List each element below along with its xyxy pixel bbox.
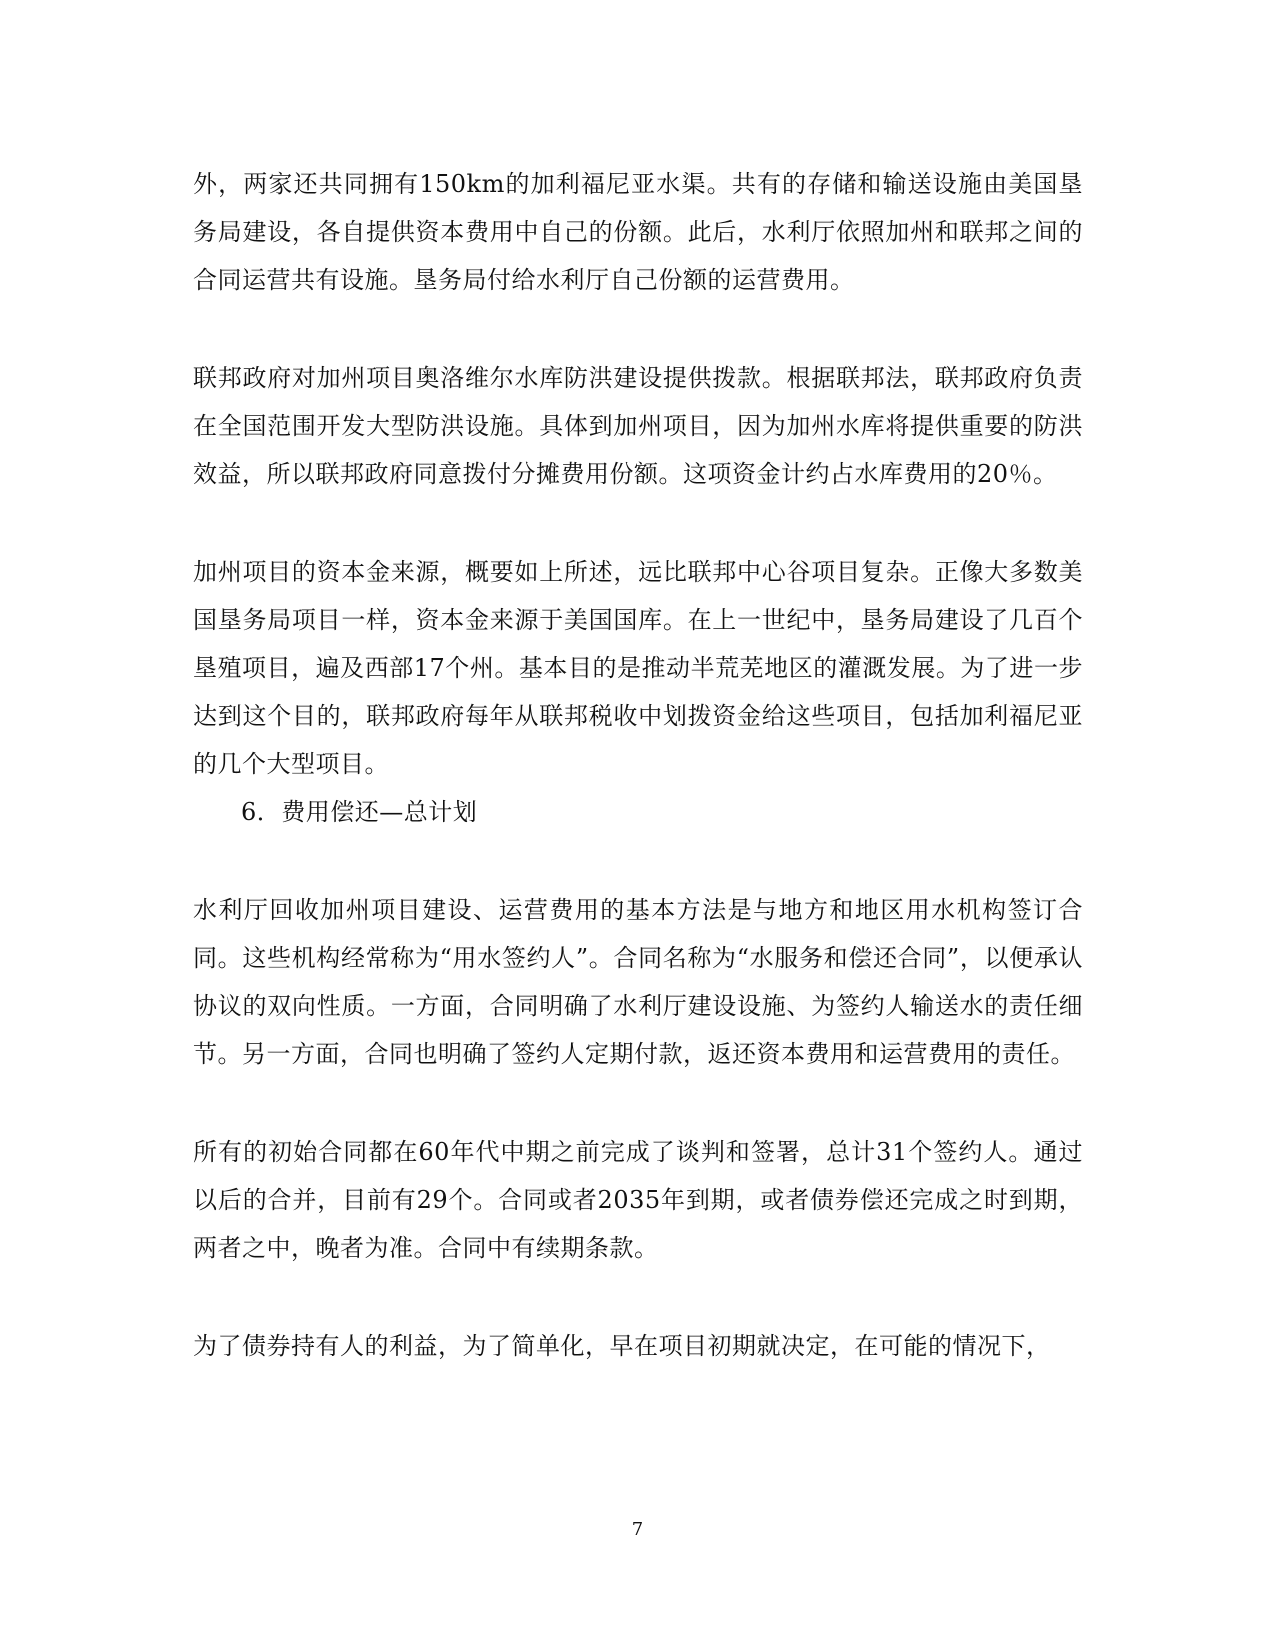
paragraph-6: 为了债券持有人的利益，为了简单化，早在项目初期就决定，在可能的情况下， (193, 1332, 1051, 1360)
paragraph-4: 水利厅回收加州项目建设、运营费用的基本方法是与地方和地区用水机构签订合同。这些机构经常称为“用水签约人”。合同名称为“水服务和偿还合同”，以便承认协议的双向性质。一方面，合同明确了水利厅建设设施、为签约人输送水的责任细节。另一方面，合同也明确了签约人定期付款，返还资本费用和运营费用的责任。 (193, 896, 1083, 1068)
page-number: 7 (631, 1519, 644, 1540)
paragraph-1: 外，两家还共同拥有150km的加利福尼亚水渠。共有的存储和输送设施由美国垦务局建设，各自提供资本费用中自己的份额。此后，水利厅依照加州和联邦之间的合同运营共有设施。垦务局付给水利厅自己份额的运营费用。 (193, 170, 1083, 294)
document-body (193, 160, 1083, 1420)
paragraph-2: 联邦政府对加州项目奥洛维尔水库防洪建设提供拨款。根据联邦法，联邦政府负责在全国范围开发大型防洪设施。具体到加州项目，因为加州水库将提供重要的防洪效益，所以联邦政府同意拨付分摊费用份额。这项资金计约占水库费用的20％。 (193, 364, 1083, 488)
paragraph-3: 加州项目的资本金来源，概要如上所述，远比联邦中心谷项目复杂。正像大多数美国垦务局项目一样，资本金来源于美国国库。在上一世纪中，垦务局建设了几百个垦殖项目，遍及西部17个州。基本目的是推动半荒芜地区的灌溉发展。为了进一步达到这个目的，联邦政府每年从联邦税收中划拨资金给这些项目，包括加利福尼亚的几个大型项目。 (193, 558, 1083, 778)
section-heading: 6．费用偿还—总计划 (241, 798, 478, 826)
paragraph-5: 所有的初始合同都在60年代中期之前完成了谈判和签署，总计31个签约人。通过以后的合并，目前有29个。合同或者2035年到期，或者债券偿还完成之时到期，两者之中，晚者为准。合同中有续期条款。 (193, 1138, 1083, 1262)
